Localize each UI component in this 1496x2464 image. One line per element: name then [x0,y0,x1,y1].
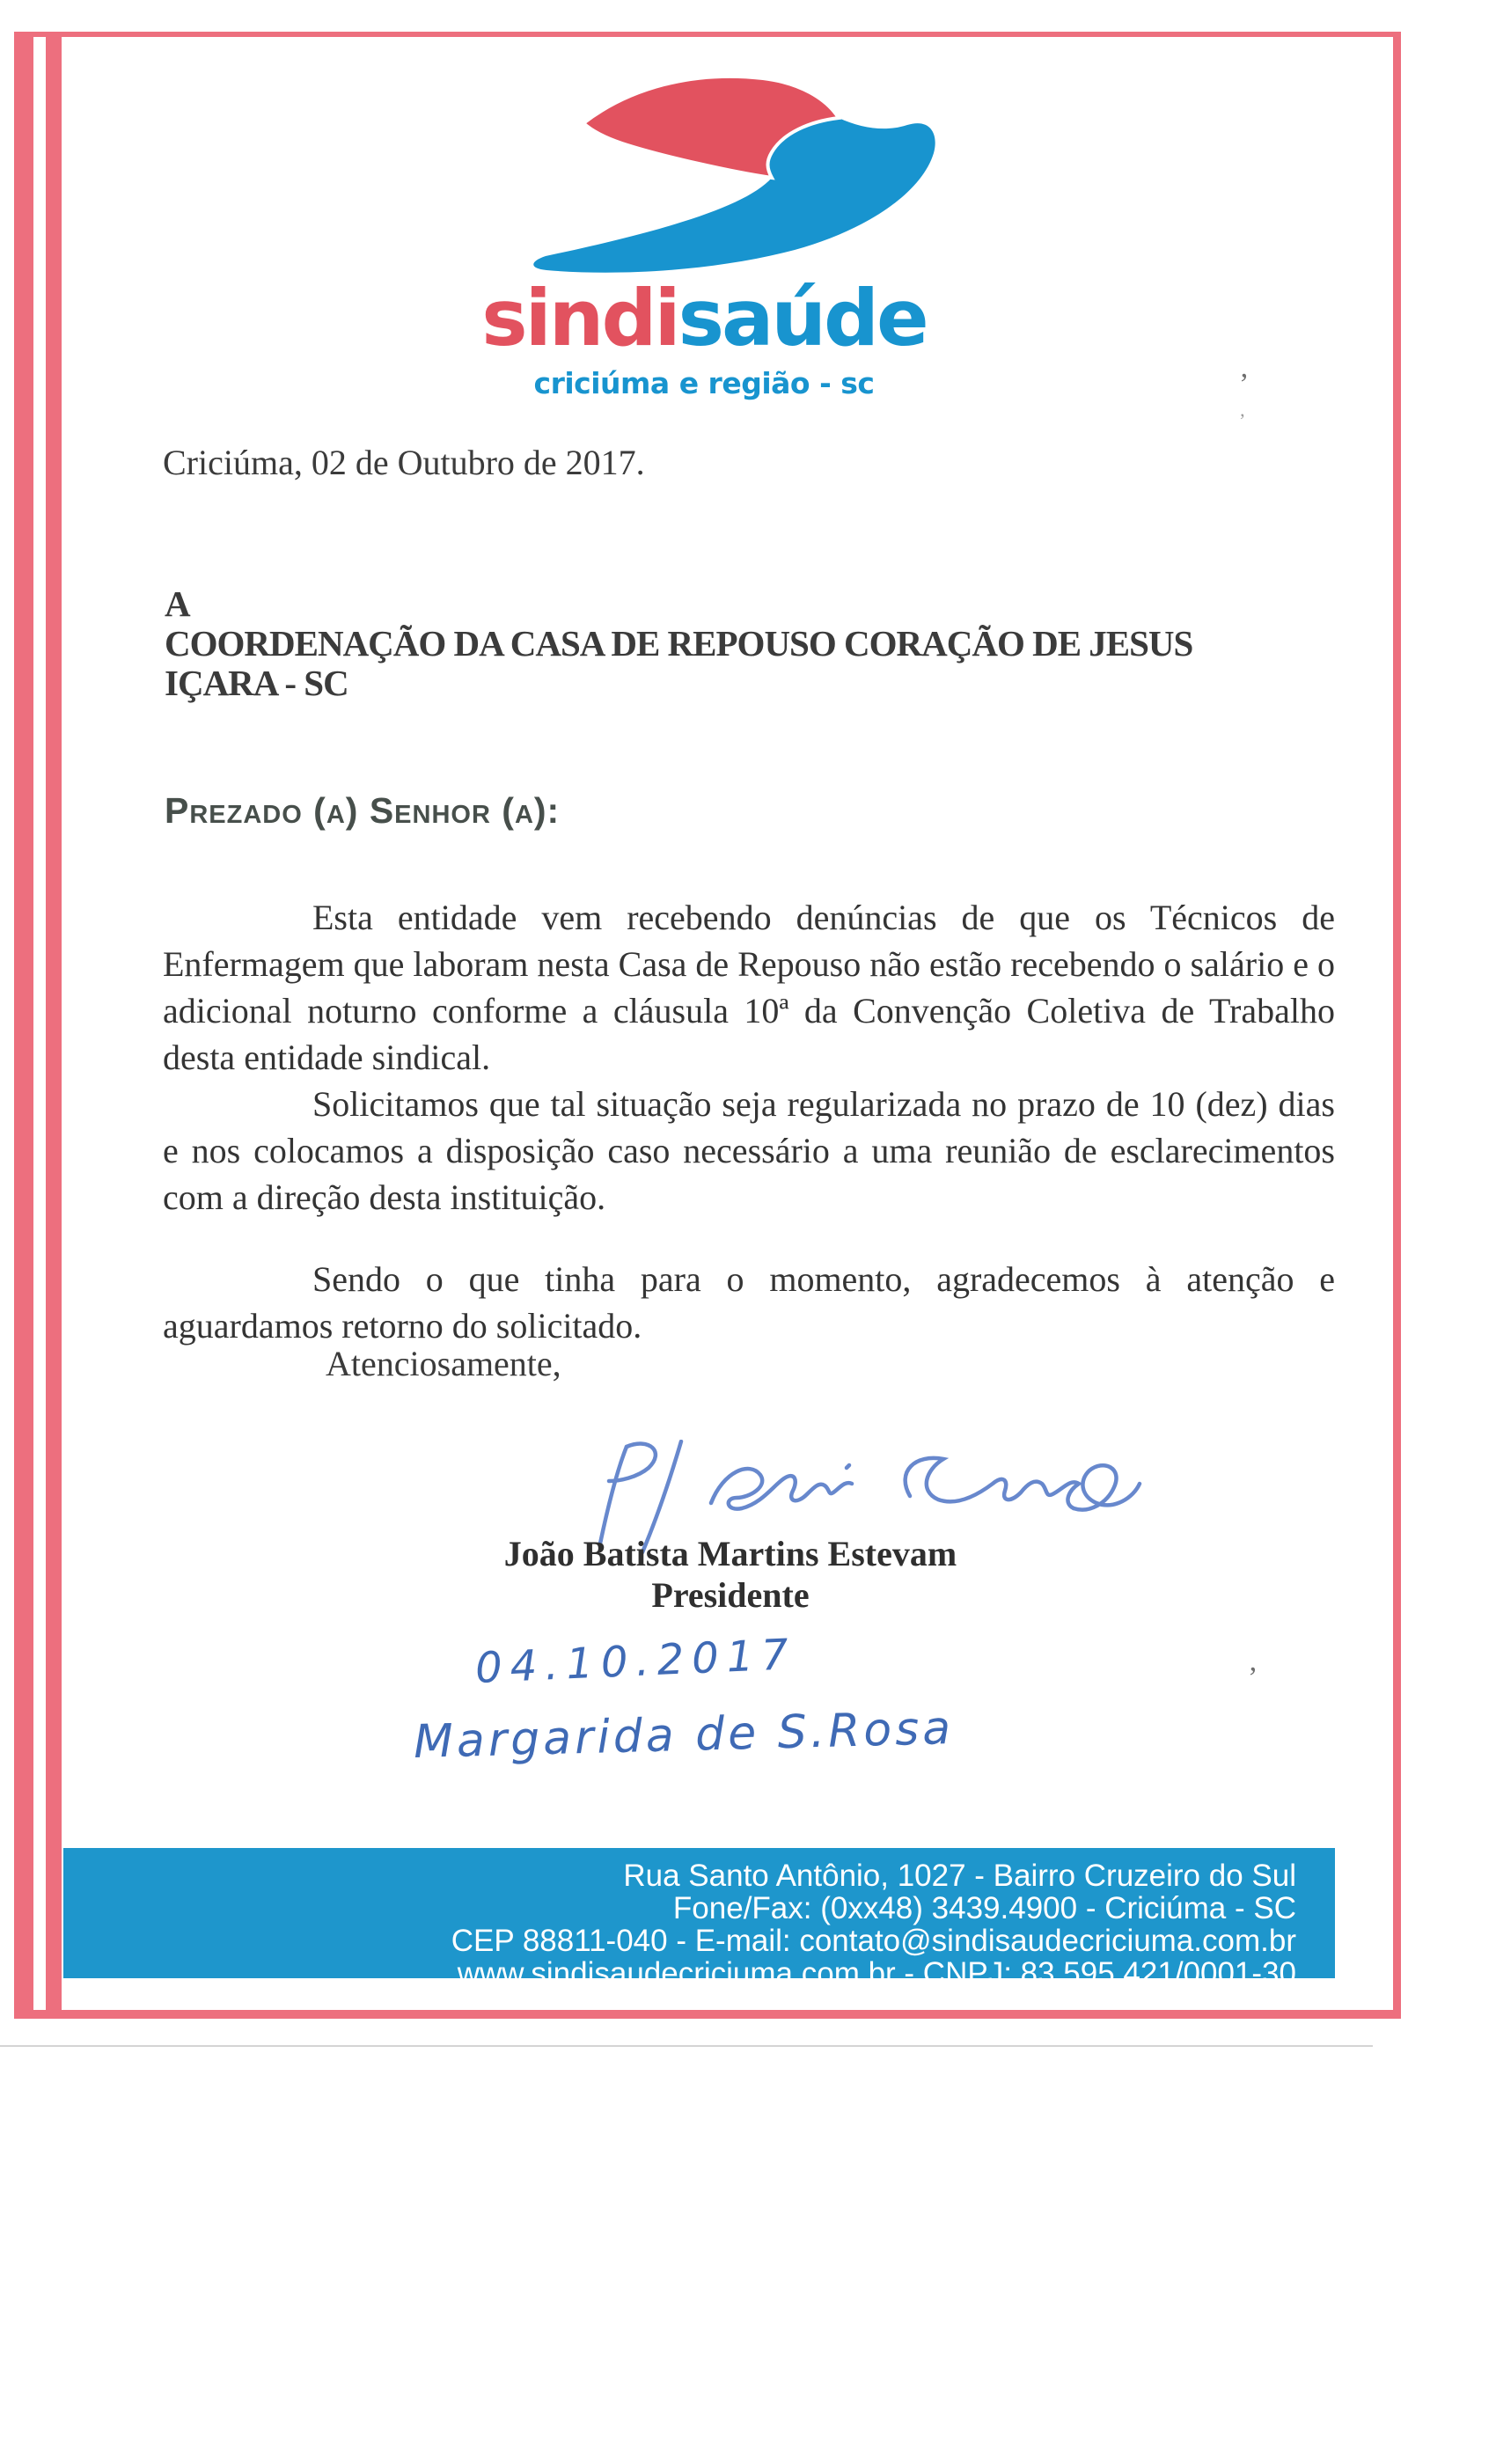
letter-date: Criciúma, 02 de Outubro de 2017. [163,443,645,482]
footer-contact-bar [63,1848,1335,1991]
handwritten-name: Margarida de S.Rosa [413,1701,955,1770]
footer-website-cnpj: www.sindisaudecriciuma.com.br - CNPJ: 83.595.421/0001-30 [457,1956,1296,1991]
signer-title: Presidente [651,1575,810,1615]
handwritten-date: 04.10.2017 [473,1630,797,1693]
footer-address: Rua Santo Antônio, 1027 - Bairro Cruzeiro do Sul [623,1859,1296,1893]
closing-salutation: Atenciosamente, [326,1344,561,1383]
recipient-line-2: COORDENAÇÃO DA CASA DE REPOUSO CORAÇÃO DE JESUS [165,623,1193,664]
frame-top-line [14,32,1401,37]
frame-left-stripe-outer [14,32,33,2017]
salutation: Prezado (a) Senhor (a): [165,790,561,831]
logo-word-red: sindi [481,273,678,363]
logo-subtitle: criciúma e região - sc [533,366,875,400]
paragraph-1: Esta entidade vem recebendo denúncias de que os Técnicos de Enfermagem que laboram nesta Casa de Repouso não estão recebendo o salário e o adicional noturno conforme a cláusula 10ª da Convenção Coletiva de Trabalho desta entidade sindical. [163,898,1335,1077]
frame-bottom-line [14,2010,1401,2019]
paragraph-2: Solicitamos que tal situação seja regularizada no prazo de 10 (dez) dias e nos colocamos a disposição caso necessário a uma reunião de esclarecimentos com a direção desta instituição. [163,1084,1335,1217]
scan-page-edge-line [0,2045,1373,2047]
logo-word-blue: saúde [678,273,927,363]
recipient-block [165,584,1192,703]
footer-phone: Fone/Fax: (0xx48) 3439.4900 - Criciúma - SC [672,1891,1296,1925]
paragraph-3: Sendo o que tinha para o momento, agradecemos à atenção e aguardamos retorno do solicitado. [163,1259,1335,1346]
sindisaude-logo-icon [506,69,964,276]
recipient-line-3: IÇARA - SC [165,663,348,703]
signer-name: João Batista Martins Estevam [503,1534,957,1573]
frame-left-stripe-inner [46,32,62,2017]
footer-email: CEP 88811-040 - E-mail: contato@sindisaudecriciuma.com.br [451,1924,1296,1958]
letter-body [163,894,1335,1349]
frame-right-line [1393,32,1401,2017]
recipient-line-1: A [165,583,190,624]
logo-wordmark [352,273,1056,363]
scan-artifact-comma-top: ’ ’ [1239,368,1250,431]
signer-block [466,1533,994,1616]
scan-artifact-comma-mid: ’ [1248,1661,1258,1694]
